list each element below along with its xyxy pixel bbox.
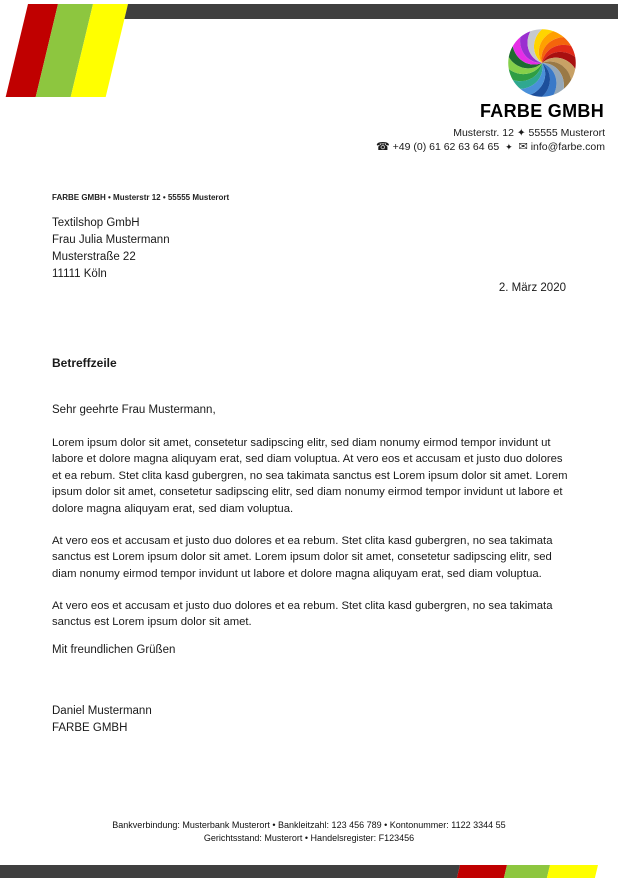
bottom-stripe-red <box>457 865 507 878</box>
subject-line: Betreffzeile <box>52 356 117 370</box>
signature-company: FARBE GMBH <box>52 722 128 734</box>
company-contact-line <box>376 140 605 153</box>
body-paragraph: At vero eos et accusam et justo duo dolores et ea rebum. Stet clita kasd gubergren, no sea takimata sanctus est Lorem ipsum dolor sit amet. Lorem ipsum dolor sit amet, consetetur sadipscing elitr, sed diam nonumy eirmod tempor invidunt ut labore et dolore magna aliquyam erat, sed diam voluptua. <box>52 535 553 580</box>
company-phone: +49 (0) 61 62 63 64 65 <box>392 141 500 153</box>
diamond-separator-icon: ✦ <box>505 142 513 152</box>
signature-block <box>52 703 152 737</box>
recipient-address-block <box>52 215 170 283</box>
letter-date: 2. März 2020 <box>498 282 566 294</box>
company-address-line: Musterstr. 12 ✦ 55555 Musterort <box>453 127 605 139</box>
recipient-company: Textilshop GmbH <box>52 217 140 229</box>
bottom-dark-bar <box>0 865 460 878</box>
body-paragraph: Lorem ipsum dolor sit amet, consetetur sadipscing elitr, sed diam nonumy eirmod tempor invidunt ut labore et dolore magna aliquyam erat, sed diam voluptua. At vero eos et accusam et justo duo dolores et ea rebum. Stet clita kasd gubergren, no sea takimata sanctus est Lorem ipsum dolor sit amet. Lorem ipsum dolor sit amet, consetetur sadipscing elitr, sed diam nonumy eirmod tempor invidunt ut labore et dolore magna aliquyam erat, sed diam voluptua. <box>52 437 568 515</box>
signature-name: Daniel Mustermann <box>52 705 152 717</box>
company-logo-color-swirl <box>506 27 578 99</box>
salutation: Sehr geehrte Frau Mustermann, <box>52 404 216 416</box>
recipient-name: Frau Julia Mustermann <box>52 234 170 246</box>
company-email: info@farbe.com <box>530 141 605 153</box>
bottom-stripe-green <box>504 865 550 878</box>
letter-footer <box>0 819 618 845</box>
closing-phrase: Mit freundlichen Grüßen <box>52 644 176 656</box>
company-name: FARBE GMBH <box>480 101 604 121</box>
sender-return-line: FARBE GMBH • Musterstr 12 • 55555 Musterort <box>52 193 230 202</box>
footer-bank-line: Bankverbindung: Musterbank Musterort • Bankleitzahl: 123 456 789 • Kontonummer: 1122 3344 55 <box>112 820 506 830</box>
email-icon: ✉ <box>518 141 528 153</box>
body-paragraph: At vero eos et accusam et justo duo dolores et ea rebum. Stet clita kasd gubergren, no sea takimata sanctus est Lorem ipsum dolor sit amet. <box>52 600 553 629</box>
recipient-city: 11111 Köln <box>52 268 107 280</box>
phone-icon: ☎ <box>376 141 390 153</box>
recipient-street: Musterstraße 22 <box>52 251 136 263</box>
bottom-stripe-yellow <box>547 865 598 878</box>
footer-legal-line: Gerichtsstand: Musterort • Handelsregister: F123456 <box>203 833 415 843</box>
top-dark-bar <box>124 4 618 19</box>
